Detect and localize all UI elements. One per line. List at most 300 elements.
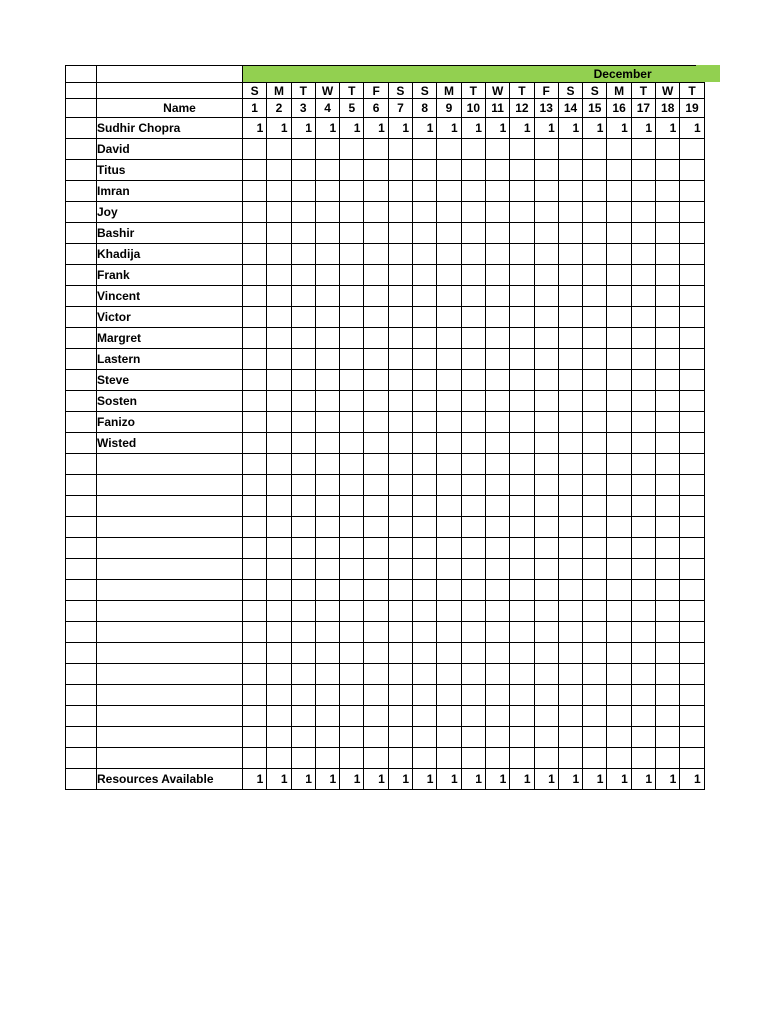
allocation-cell[interactable] (413, 433, 437, 454)
allocation-cell[interactable] (364, 748, 388, 769)
allocation-cell[interactable] (607, 727, 631, 748)
allocation-cell[interactable] (291, 328, 315, 349)
allocation-cell[interactable] (680, 748, 704, 769)
allocation-cell[interactable] (388, 706, 412, 727)
allocation-cell[interactable] (437, 664, 461, 685)
index-cell[interactable] (66, 349, 97, 370)
allocation-cell[interactable] (583, 181, 607, 202)
allocation-cell[interactable] (656, 706, 680, 727)
allocation-cell[interactable] (388, 538, 412, 559)
allocation-cell[interactable] (364, 538, 388, 559)
allocation-cell[interactable] (510, 286, 534, 307)
index-cell[interactable] (66, 83, 97, 99)
index-cell[interactable] (66, 433, 97, 454)
allocation-cell[interactable] (558, 370, 582, 391)
allocation-cell[interactable] (656, 433, 680, 454)
allocation-cell[interactable]: 1 (243, 118, 267, 139)
weekday-letter[interactable]: S (243, 83, 267, 99)
allocation-cell[interactable] (485, 538, 509, 559)
allocation-cell[interactable] (583, 202, 607, 223)
allocation-cell[interactable] (413, 265, 437, 286)
weekday-letter[interactable]: T (510, 83, 534, 99)
allocation-cell[interactable] (680, 601, 704, 622)
weekday-letter[interactable]: W (315, 83, 339, 99)
allocation-cell[interactable] (364, 643, 388, 664)
allocation-cell[interactable] (388, 349, 412, 370)
allocation-cell[interactable] (291, 307, 315, 328)
allocation-cell[interactable] (680, 454, 704, 475)
allocation-cell[interactable]: 1 (267, 118, 291, 139)
allocation-cell[interactable] (437, 181, 461, 202)
allocation-cell[interactable] (631, 601, 655, 622)
name-header-cell[interactable] (97, 83, 243, 99)
weekday-letter[interactable]: T (291, 83, 315, 99)
month-label[interactable]: December (243, 66, 705, 83)
index-cell[interactable] (66, 181, 97, 202)
allocation-cell[interactable] (534, 580, 558, 601)
allocation-cell[interactable] (534, 664, 558, 685)
allocation-cell[interactable] (631, 517, 655, 538)
allocation-cell[interactable]: 1 (607, 118, 631, 139)
date-number[interactable]: 11 (485, 99, 509, 118)
person-name-cell[interactable]: Frank (97, 265, 243, 286)
allocation-cell[interactable]: 1 (340, 118, 364, 139)
person-name-cell[interactable]: Bashir (97, 223, 243, 244)
person-name-cell[interactable] (97, 685, 243, 706)
allocation-cell[interactable] (315, 622, 339, 643)
allocation-cell[interactable] (461, 181, 485, 202)
index-cell[interactable] (66, 580, 97, 601)
allocation-cell[interactable] (583, 664, 607, 685)
allocation-cell[interactable] (607, 601, 631, 622)
allocation-cell[interactable] (243, 223, 267, 244)
person-name-cell[interactable] (97, 538, 243, 559)
allocation-cell[interactable] (534, 538, 558, 559)
allocation-cell[interactable] (388, 580, 412, 601)
allocation-cell[interactable] (680, 433, 704, 454)
allocation-cell[interactable] (291, 391, 315, 412)
allocation-cell[interactable] (656, 265, 680, 286)
allocation-cell[interactable] (413, 391, 437, 412)
allocation-cell[interactable] (631, 349, 655, 370)
allocation-cell[interactable] (656, 643, 680, 664)
resources-available-value[interactable]: 1 (243, 769, 267, 790)
allocation-cell[interactable] (388, 307, 412, 328)
allocation-cell[interactable] (315, 202, 339, 223)
allocation-cell[interactable] (364, 139, 388, 160)
allocation-cell[interactable] (485, 580, 509, 601)
allocation-cell[interactable] (315, 601, 339, 622)
allocation-cell[interactable] (680, 328, 704, 349)
allocation-cell[interactable] (534, 370, 558, 391)
person-name-cell[interactable]: David (97, 139, 243, 160)
allocation-cell[interactable] (364, 433, 388, 454)
index-cell[interactable] (66, 244, 97, 265)
allocation-cell[interactable] (534, 349, 558, 370)
allocation-cell[interactable] (315, 643, 339, 664)
date-number[interactable]: 2 (267, 99, 291, 118)
allocation-cell[interactable] (267, 517, 291, 538)
allocation-cell[interactable] (413, 580, 437, 601)
allocation-cell[interactable] (437, 202, 461, 223)
allocation-cell[interactable] (364, 664, 388, 685)
allocation-cell[interactable] (680, 223, 704, 244)
weekday-letter[interactable]: T (461, 83, 485, 99)
allocation-cell[interactable] (461, 748, 485, 769)
allocation-cell[interactable] (461, 685, 485, 706)
allocation-cell[interactable] (461, 433, 485, 454)
allocation-cell[interactable] (558, 307, 582, 328)
allocation-cell[interactable] (437, 349, 461, 370)
allocation-cell[interactable] (267, 244, 291, 265)
allocation-cell[interactable] (558, 643, 582, 664)
allocation-cell[interactable]: 1 (291, 118, 315, 139)
person-name-cell[interactable] (97, 706, 243, 727)
allocation-cell[interactable] (364, 517, 388, 538)
allocation-cell[interactable] (631, 664, 655, 685)
resources-available-value[interactable]: 1 (583, 769, 607, 790)
allocation-cell[interactable] (631, 685, 655, 706)
date-number[interactable]: 17 (631, 99, 655, 118)
allocation-cell[interactable] (485, 160, 509, 181)
allocation-cell[interactable] (534, 202, 558, 223)
person-name-cell[interactable] (97, 601, 243, 622)
allocation-cell[interactable] (461, 454, 485, 475)
allocation-cell[interactable] (243, 265, 267, 286)
allocation-cell[interactable] (558, 244, 582, 265)
allocation-cell[interactable] (291, 202, 315, 223)
allocation-cell[interactable] (607, 202, 631, 223)
allocation-cell[interactable] (340, 181, 364, 202)
allocation-cell[interactable] (364, 370, 388, 391)
allocation-cell[interactable] (534, 454, 558, 475)
allocation-cell[interactable]: 1 (534, 118, 558, 139)
allocation-cell[interactable] (680, 181, 704, 202)
allocation-cell[interactable] (437, 643, 461, 664)
allocation-cell[interactable] (291, 748, 315, 769)
allocation-cell[interactable] (364, 412, 388, 433)
allocation-cell[interactable] (388, 139, 412, 160)
allocation-cell[interactable] (461, 286, 485, 307)
allocation-cell[interactable] (583, 265, 607, 286)
allocation-cell[interactable] (656, 223, 680, 244)
allocation-cell[interactable] (267, 475, 291, 496)
allocation-cell[interactable] (510, 622, 534, 643)
allocation-cell[interactable] (631, 370, 655, 391)
allocation-cell[interactable] (510, 496, 534, 517)
allocation-cell[interactable] (388, 601, 412, 622)
allocation-cell[interactable] (656, 622, 680, 643)
allocation-cell[interactable] (340, 580, 364, 601)
allocation-cell[interactable] (267, 328, 291, 349)
allocation-cell[interactable] (437, 706, 461, 727)
allocation-cell[interactable] (558, 412, 582, 433)
allocation-cell[interactable] (558, 139, 582, 160)
allocation-cell[interactable] (607, 643, 631, 664)
person-name-cell[interactable]: Khadija (97, 244, 243, 265)
allocation-cell[interactable] (510, 559, 534, 580)
allocation-cell[interactable] (267, 265, 291, 286)
allocation-cell[interactable] (534, 559, 558, 580)
allocation-cell[interactable] (631, 559, 655, 580)
allocation-cell[interactable] (534, 685, 558, 706)
allocation-cell[interactable] (315, 328, 339, 349)
allocation-cell[interactable] (631, 622, 655, 643)
allocation-cell[interactable] (631, 160, 655, 181)
allocation-cell[interactable] (437, 328, 461, 349)
allocation-cell[interactable] (510, 580, 534, 601)
allocation-cell[interactable] (340, 475, 364, 496)
allocation-cell[interactable] (291, 664, 315, 685)
resources-available-label[interactable]: Resources Available (97, 769, 243, 790)
allocation-cell[interactable] (413, 664, 437, 685)
allocation-cell[interactable] (680, 202, 704, 223)
allocation-cell[interactable] (388, 664, 412, 685)
weekday-letter[interactable]: F (364, 83, 388, 99)
weekday-letter[interactable]: S (388, 83, 412, 99)
allocation-cell[interactable] (461, 265, 485, 286)
allocation-cell[interactable] (510, 412, 534, 433)
allocation-cell[interactable] (267, 202, 291, 223)
allocation-cell[interactable] (485, 433, 509, 454)
allocation-cell[interactable] (534, 160, 558, 181)
allocation-cell[interactable] (485, 454, 509, 475)
allocation-cell[interactable] (388, 433, 412, 454)
allocation-cell[interactable] (485, 706, 509, 727)
allocation-cell[interactable] (267, 727, 291, 748)
date-number[interactable]: 13 (534, 99, 558, 118)
allocation-cell[interactable] (558, 328, 582, 349)
person-name-cell[interactable] (97, 622, 243, 643)
allocation-cell[interactable] (340, 139, 364, 160)
allocation-cell[interactable] (510, 454, 534, 475)
allocation-cell[interactable] (485, 391, 509, 412)
allocation-cell[interactable] (485, 223, 509, 244)
allocation-cell[interactable] (631, 244, 655, 265)
allocation-cell[interactable] (534, 622, 558, 643)
date-number[interactable]: 16 (607, 99, 631, 118)
allocation-cell[interactable] (315, 223, 339, 244)
allocation-cell[interactable] (461, 496, 485, 517)
index-cell[interactable] (66, 139, 97, 160)
index-cell[interactable] (66, 622, 97, 643)
allocation-cell[interactable] (461, 727, 485, 748)
resources-available-value[interactable]: 1 (364, 769, 388, 790)
allocation-cell[interactable] (267, 685, 291, 706)
allocation-cell[interactable] (656, 328, 680, 349)
allocation-cell[interactable] (364, 454, 388, 475)
allocation-cell[interactable] (485, 559, 509, 580)
allocation-cell[interactable] (315, 391, 339, 412)
allocation-cell[interactable] (631, 328, 655, 349)
date-number[interactable]: 3 (291, 99, 315, 118)
allocation-cell[interactable] (243, 391, 267, 412)
index-cell[interactable] (66, 160, 97, 181)
person-name-cell[interactable] (97, 559, 243, 580)
allocation-cell[interactable] (364, 475, 388, 496)
allocation-cell[interactable] (583, 139, 607, 160)
resources-available-value[interactable]: 1 (534, 769, 558, 790)
allocation-cell[interactable] (437, 517, 461, 538)
allocation-cell[interactable] (680, 685, 704, 706)
index-cell[interactable] (66, 706, 97, 727)
allocation-cell[interactable] (631, 223, 655, 244)
allocation-cell[interactable] (340, 727, 364, 748)
person-name-cell[interactable]: Sudhir Chopra (97, 118, 243, 139)
index-cell[interactable] (66, 99, 97, 118)
weekday-letter[interactable]: W (485, 83, 509, 99)
allocation-cell[interactable] (485, 202, 509, 223)
allocation-cell[interactable] (388, 370, 412, 391)
allocation-cell[interactable] (583, 349, 607, 370)
allocation-cell[interactable] (680, 664, 704, 685)
allocation-cell[interactable] (534, 433, 558, 454)
allocation-cell[interactable] (388, 517, 412, 538)
index-cell[interactable] (66, 496, 97, 517)
allocation-cell[interactable] (680, 622, 704, 643)
index-cell[interactable] (66, 118, 97, 139)
resources-available-value[interactable]: 1 (656, 769, 680, 790)
allocation-cell[interactable] (437, 307, 461, 328)
allocation-cell[interactable] (680, 370, 704, 391)
allocation-cell[interactable] (291, 517, 315, 538)
date-number[interactable]: 4 (315, 99, 339, 118)
allocation-cell[interactable] (267, 601, 291, 622)
allocation-cell[interactable] (413, 139, 437, 160)
allocation-cell[interactable] (364, 286, 388, 307)
allocation-cell[interactable] (583, 685, 607, 706)
allocation-cell[interactable] (656, 538, 680, 559)
allocation-cell[interactable] (388, 454, 412, 475)
allocation-cell[interactable] (243, 181, 267, 202)
allocation-cell[interactable] (510, 307, 534, 328)
allocation-cell[interactable] (291, 559, 315, 580)
allocation-cell[interactable] (267, 391, 291, 412)
allocation-cell[interactable] (291, 412, 315, 433)
allocation-cell[interactable] (364, 580, 388, 601)
index-cell[interactable] (66, 727, 97, 748)
allocation-cell[interactable] (315, 412, 339, 433)
allocation-cell[interactable] (510, 748, 534, 769)
allocation-cell[interactable] (437, 727, 461, 748)
allocation-cell[interactable] (461, 391, 485, 412)
allocation-cell[interactable] (631, 202, 655, 223)
allocation-cell[interactable] (437, 580, 461, 601)
allocation-cell[interactable]: 1 (461, 118, 485, 139)
allocation-cell[interactable] (558, 664, 582, 685)
allocation-cell[interactable] (680, 307, 704, 328)
index-cell[interactable] (66, 538, 97, 559)
person-name-cell[interactable] (97, 496, 243, 517)
allocation-cell[interactable] (607, 475, 631, 496)
allocation-cell[interactable] (413, 496, 437, 517)
allocation-cell[interactable] (510, 223, 534, 244)
person-name-cell[interactable]: Vincent (97, 286, 243, 307)
allocation-cell[interactable] (243, 517, 267, 538)
allocation-cell[interactable] (291, 496, 315, 517)
allocation-cell[interactable] (437, 265, 461, 286)
allocation-cell[interactable] (315, 433, 339, 454)
allocation-cell[interactable] (510, 538, 534, 559)
allocation-cell[interactable] (607, 496, 631, 517)
allocation-cell[interactable] (315, 706, 339, 727)
allocation-cell[interactable] (315, 349, 339, 370)
allocation-cell[interactable] (243, 601, 267, 622)
allocation-cell[interactable] (315, 748, 339, 769)
allocation-cell[interactable] (656, 391, 680, 412)
allocation-cell[interactable] (243, 643, 267, 664)
index-cell[interactable] (66, 475, 97, 496)
resources-available-value[interactable]: 1 (413, 769, 437, 790)
allocation-cell[interactable] (583, 706, 607, 727)
allocation-cell[interactable] (437, 391, 461, 412)
allocation-cell[interactable] (485, 328, 509, 349)
allocation-cell[interactable] (607, 559, 631, 580)
allocation-cell[interactable] (656, 244, 680, 265)
resources-available-value[interactable]: 1 (340, 769, 364, 790)
allocation-cell[interactable] (388, 412, 412, 433)
allocation-cell[interactable] (680, 160, 704, 181)
resources-available-value[interactable]: 1 (558, 769, 582, 790)
allocation-cell[interactable] (510, 265, 534, 286)
allocation-cell[interactable] (485, 685, 509, 706)
allocation-cell[interactable] (656, 454, 680, 475)
allocation-cell[interactable] (558, 349, 582, 370)
allocation-cell[interactable] (558, 601, 582, 622)
allocation-cell[interactable] (243, 496, 267, 517)
allocation-cell[interactable] (388, 244, 412, 265)
allocation-cell[interactable] (656, 748, 680, 769)
allocation-cell[interactable] (243, 139, 267, 160)
allocation-cell[interactable] (437, 433, 461, 454)
allocation-cell[interactable] (583, 223, 607, 244)
allocation-cell[interactable] (631, 433, 655, 454)
allocation-cell[interactable] (267, 706, 291, 727)
index-cell[interactable] (66, 559, 97, 580)
allocation-cell[interactable] (388, 328, 412, 349)
person-name-cell[interactable]: Margret (97, 328, 243, 349)
allocation-cell[interactable] (558, 622, 582, 643)
allocation-cell[interactable] (534, 601, 558, 622)
allocation-cell[interactable] (510, 685, 534, 706)
allocation-cell[interactable] (437, 685, 461, 706)
allocation-cell[interactable] (364, 265, 388, 286)
allocation-cell[interactable]: 1 (558, 118, 582, 139)
allocation-cell[interactable] (607, 517, 631, 538)
allocation-cell[interactable] (267, 412, 291, 433)
allocation-cell[interactable] (485, 643, 509, 664)
allocation-cell[interactable] (607, 433, 631, 454)
allocation-cell[interactable] (607, 706, 631, 727)
allocation-cell[interactable] (656, 475, 680, 496)
allocation-cell[interactable] (413, 601, 437, 622)
allocation-cell[interactable] (510, 517, 534, 538)
allocation-cell[interactable] (534, 706, 558, 727)
allocation-cell[interactable] (413, 244, 437, 265)
allocation-cell[interactable] (510, 160, 534, 181)
allocation-cell[interactable] (340, 412, 364, 433)
allocation-cell[interactable] (291, 580, 315, 601)
allocation-cell[interactable] (437, 538, 461, 559)
allocation-cell[interactable] (485, 244, 509, 265)
allocation-cell[interactable] (315, 307, 339, 328)
allocation-cell[interactable]: 1 (485, 118, 509, 139)
allocation-cell[interactable] (583, 727, 607, 748)
weekday-letter[interactable]: S (583, 83, 607, 99)
allocation-cell[interactable] (364, 601, 388, 622)
allocation-cell[interactable] (291, 139, 315, 160)
allocation-cell[interactable] (243, 685, 267, 706)
